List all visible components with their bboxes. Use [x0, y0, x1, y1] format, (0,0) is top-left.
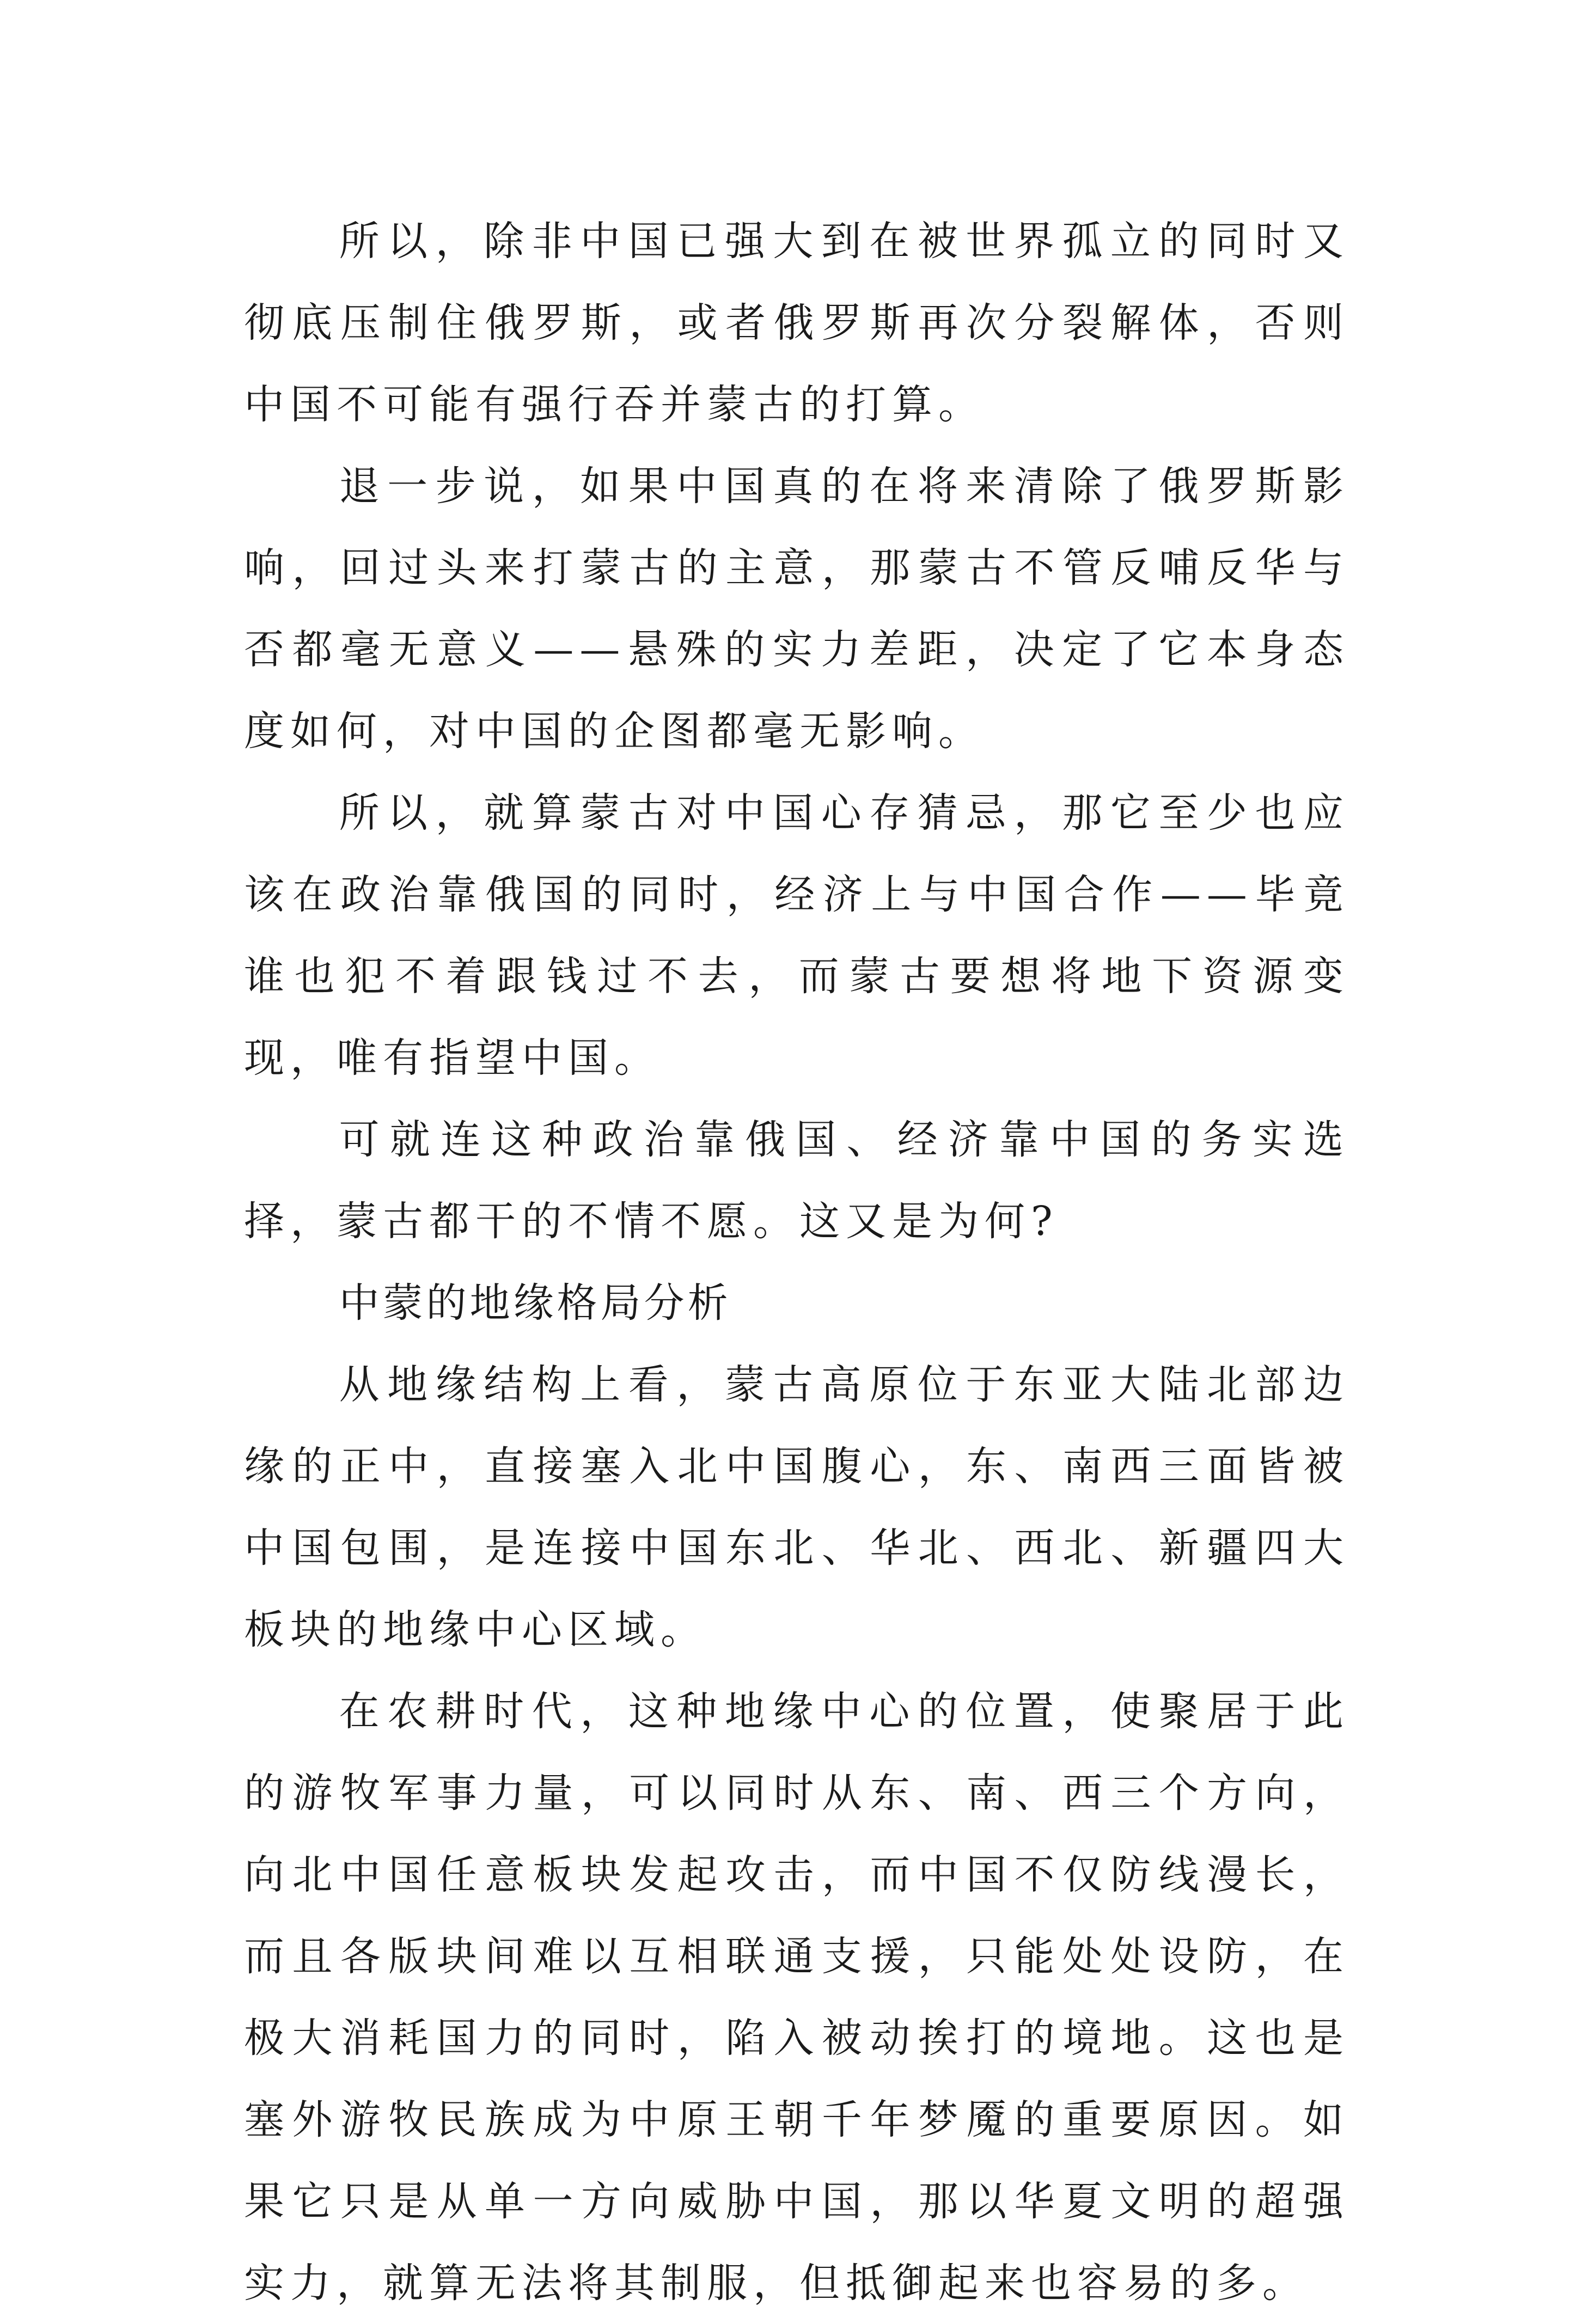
paragraph-2: 退一步说，如果中国真的在将来清除了俄罗斯影响，回过头来打蒙古的主意，那蒙古不管反哺反华与否都毫无意义——悬殊的实力差距，决定了它本身态度如何，对中国的企图都毫无影响。 — [244, 463, 1349, 755]
paragraph-5: 从地缘结构上看，蒙古高原位于东亚大陆北部边缘的正中，直接塞入北中国腹心，东、南西三面皆被中国包围，是连接中国东北、华北、西北、新疆四大板块的地缘中心区域。 — [244, 1361, 1349, 1653]
paragraph-1: 所以，除非中国已强大到在被世界孤立的同时又彻底压制住俄罗斯，或者俄罗斯再次分裂解体，否则中国不可能有强行吞并蒙古的打算。 — [244, 218, 1349, 428]
section-heading: 中蒙的地缘格局分析 — [339, 1280, 731, 1326]
document-body — [244, 200, 1349, 2324]
paragraph-6: 在农耕时代，这种地缘中心的位置，使聚居于此的游牧军事力量，可以同时从东、南、西三个方向，向北中国任意板块发起攻击，而中国不仅防线漫长，而且各版块间难以互相联通支援，只能处处设防，在极大消耗国力的同时，陷入被动挨打的境地。这也是塞外游牧民族成为中原王朝千年梦魇的重要原因。如果它只是从单一方向威胁中国，那以华夏文明的超强实力，就算无法将其制服，但抵御起来也容易的多。 — [244, 1688, 1349, 2307]
paragraph-3: 所以，就算蒙古对中国心存猜忌，那它至少也应该在政治靠俄国的同时，经济上与中国合作——毕竟谁也犯不着跟钱过不去，而蒙古要想将地下资源变现，唯有指望中国。 — [244, 790, 1349, 1081]
paragraph-4: 可就连这种政治靠俄国、经济靠中国的务实选择，蒙古都干的不情不愿。这又是为何? — [244, 1116, 1349, 1245]
